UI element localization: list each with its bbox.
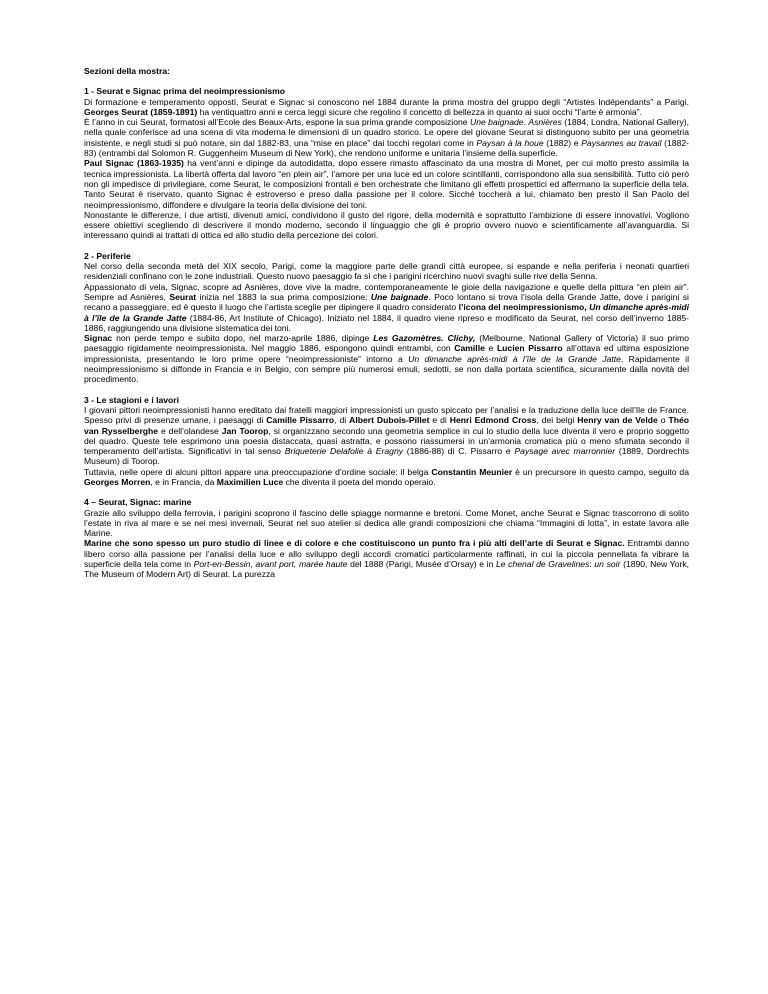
bold-text: Paul Signac (1863-1935) xyxy=(84,158,184,169)
paragraph xyxy=(84,538,689,579)
text-run: . xyxy=(523,117,529,128)
italic-text: Paysannes au travail xyxy=(581,137,662,148)
paragraph xyxy=(84,117,689,158)
text-run: (Melbourne, National Gallery of Victoria) il suo primo paesaggio rigidamente neoimpressionista. Nel maggio 1886, espongono quindi entrambi, con xyxy=(84,333,689,354)
bold-text: Jan Toorop xyxy=(221,425,269,436)
text-run: che diventa il poeta del mondo operaio. xyxy=(283,476,436,487)
section-title: 4 – Seurat, Signac: marine xyxy=(84,497,192,508)
bold-text: Maximilien Luce xyxy=(216,476,284,487)
section-1 xyxy=(84,86,689,240)
bold-text: Henri Edmond Cross xyxy=(449,415,537,426)
paragraph xyxy=(84,405,689,467)
text-run: Grazie allo sviluppo della ferrovia, i parigini scoprono il fascino delle spiagge normanne e bretoni. Come Monet, anche Seurat e Signac trascorrono di solito l’estate in riva al mare e se nei mesi invernali, Seurat nel suo atelier si dedica alle grandi composizioni che chiama “Immagini di lotta”, in estate lavora alle Marine. xyxy=(84,507,689,539)
paragraph xyxy=(84,333,689,384)
text-run: : xyxy=(589,559,595,570)
paragraph xyxy=(84,467,689,488)
text-run: Appassionato di vela, Signac, scopre ad Asnières, dove vive la madre, contemporaneamente le gioie della navigazione e quelle della pittura “en plein air”. Sempre ad Asnières, xyxy=(84,281,689,302)
italic-text: Port-en-Bessin, avant port, marée haute xyxy=(193,559,348,570)
text-run: Tuttavia, nelle opere di alcuni pittori appare una preoccupazione d’ordine sociale: il belga xyxy=(84,466,432,477)
text-run: (1890, New York, The Museum of Modern Art) di Seurat. La purezza xyxy=(84,559,690,580)
bold-text: Constantin Meunier xyxy=(431,466,513,477)
bold-italic-text: Les Gazomètres. Clichy, xyxy=(373,333,476,344)
text-run: ha ventiquattro anni e cerca leggi sicure che regolino il concetto di bellezza in quanto ai suoi occhi “l’arte è armonia”. xyxy=(197,106,642,117)
text-run: , dei belgi xyxy=(536,415,578,426)
bold-text: Lucien Pissarro xyxy=(496,343,563,354)
text-run: Nonostante le differenze, i due artisti, divenuti amici, condividono il gusto del rigore, della modernità e soprattutto l’ambizione di essere innovativi. Vogliono essere obiettivi scegliendo di descrivere il mondo moderno, secondo il linguaggio che gli è proprio ovvero nuovo e scientificamente all’avanguardia. Si interessano quindi ai trattati di ottica ed allo studio della percezione dei colori. xyxy=(84,209,689,241)
italic-text: Un dimanche après-midi à l’île de la Grande Jatte xyxy=(408,353,621,364)
section-title: 3 - Le stagioni e i lavori xyxy=(84,394,180,405)
paragraph xyxy=(84,210,689,241)
bold-italic-text: Une baignade xyxy=(370,291,429,302)
bold-text: Henry van de Velde xyxy=(577,415,658,426)
bold-text: Camille xyxy=(454,343,485,354)
section-title: 1 - Seurat e Signac prima del neoimpressionismo xyxy=(84,86,286,97)
document-page xyxy=(84,66,689,590)
text-run: (1882) e xyxy=(543,137,582,148)
text-run: È l’anno in cui Seurat, formatosi all’Ecole des Beaux-Arts, espone la sua prima grande composizione xyxy=(84,117,470,128)
section-2 xyxy=(84,251,689,385)
text-run: (1884-86, Art Institute of Chicago). Iniziato nel 1884, il quadro viene ripreso e modificato da Seurat, nel corso dell’inverno 1885-1886, raggiungendo una divisione sistematica dei toni. xyxy=(84,312,689,333)
paragraph xyxy=(84,158,689,209)
text-run: Entrambi danno libero corso alla passione per l’analisi della luce e allo sviluppo degli accordi cromatici particolarmente raffinati, in cui la piccola pennellata fa vibrare la superficie della tela come in xyxy=(84,538,690,570)
text-run: . Poco lontano si trova l’isola della Grande Jatte, dove i parigini si recano a passeggiare, ed è questo il luogo che l’artista sceglie per dipingere il quadro considerato xyxy=(84,291,689,313)
italic-text: Paysage avec marronnier xyxy=(514,446,616,457)
text-run: inizia nel 1883 la sua prima composizione: xyxy=(196,291,371,302)
document-heading: Sezioni della mostra: xyxy=(84,66,170,76)
bold-text: Marine che sono spesso un puro studio di linee e di colore e che costituiscono un punto fra i più alti dell’arte di Seurat e Signac. xyxy=(84,538,625,549)
bold-text: Théo van Rysselberghe xyxy=(84,415,689,436)
text-run: , si organizzano secondo una geometria semplice in cui lo studio della luce diventa il vero e proprio soggetto del quadro. Queste tele esprimono una poesia distaccata, quasi astratta, e possono riassumersi in un’armonia cromatica più o meno sfumata secondo il temperamento dell’artista. Significativi in tal senso xyxy=(84,425,689,457)
bold-text: Seurat xyxy=(169,291,197,302)
bold-text: l’icona del neoimpressionismo, xyxy=(458,302,590,313)
italic-text: Paysan à la houe xyxy=(476,137,544,148)
text-run: e xyxy=(484,343,497,354)
text-run: è un precursore in questo campo, seguito da xyxy=(512,466,689,477)
italic-text: Le chenal de Gravelines xyxy=(495,559,590,570)
text-run: o xyxy=(657,415,669,426)
paragraph xyxy=(84,508,689,539)
section-4 xyxy=(84,497,689,579)
text-run: (1882-83) (entrambi dal Solomon R. Guggenheim Museum di New York), che rendono uniforme e unitaria l’insieme della superficie. xyxy=(84,137,689,159)
text-run: (1884, Londra, National Gallery), nella quale conferisce ad una scena di vita moderna le dimensioni di un quadro storico. Le opere del giovane Seurat si distinguono subito per una geometria insistente, e negli studi si può notare, sin dal 1882-83, una “mise en place” dai tocchi regolari come in xyxy=(84,117,689,148)
italic-text: Une baignade xyxy=(469,117,524,128)
text-run: e di xyxy=(429,415,450,426)
italic-text: Briqueterie Delafolie à Eragny xyxy=(284,446,404,457)
bold-text: Georges Seurat (1859-1891) xyxy=(84,106,198,117)
text-run: e dell’olandese xyxy=(158,425,222,436)
bold-text: Camille Pissarro xyxy=(266,415,335,426)
text-run: Di formazione e temperamento opposti, Seurat e Signac si conoscono nel 1884 durante la prima mostra del gruppo degli “Artistes Indépendants” a Parigi. xyxy=(84,96,689,107)
paragraph xyxy=(84,282,689,333)
text-run: all’ottava ed ultima esposizione impressionista, presentando le loro prime opere “neoimpressioniste” intorno a xyxy=(84,343,689,364)
text-run: del 1888 (Parigi, Musée d’Orsay) e in xyxy=(347,559,496,570)
text-run: Nel corso della seconda metà del XIX secolo, Parigi, come la maggiore parte delle grandi città europee, si espande e nella periferia i neonati quartieri residenziali confinano con le zone industriali. Questo nuovo paesaggio fa sì che i parigini ricerchino nuovi svaghi sulle rive della Senna. xyxy=(84,261,689,282)
paragraph xyxy=(84,261,689,282)
text-run: (1889, Dordrechts Museum) di Toorop. xyxy=(84,446,690,467)
italic-text: Asnières xyxy=(528,117,562,128)
text-run: ha vent’anni e dipinge da autodidatta, dopo essere rimasto affascinato da una mostra di Monet, per cui molto presto assimila la tecnica impressionista. La libertà offerta dal lavoro “en plein air”, l’amore per una luce ed un colore scintillanti, corrispondono alla sua sensibilità. Tutto ciò però non gli impedisce di privilegiare, come Seurat, le composizioni frontali e ben orchestrate che limitano gli effetti prospettici ed affermano la superficie della tela. Tanto Seurat è riservato, quanto Signac è estroverso e preso dalla passione per il colore. Sicché toccherà a lui, chiamato ben presto il San Paolo del neoimpressionismo, diffondere e divulgare la teoria della divisione dei toni. xyxy=(84,158,690,210)
section-3 xyxy=(84,395,689,488)
text-run: non perde tempo e subito dopo, nel marzo-aprile 1886, dipinge xyxy=(112,333,374,344)
bold-text: Albert Dubois-Pillet xyxy=(349,415,430,426)
bold-italic-text: Un dimanche après-midi à l’île de la Grande Jatte xyxy=(84,302,689,323)
text-run: , di xyxy=(334,415,350,426)
text-run: I giovani pittori neoimpressionisti hanno ereditato dai fratelli maggiori impressionisti un gusto spiccato per l’analisi e la traduzione della luce dell’Ile de France. Spesso privi di presenze umane, i paesaggi di xyxy=(84,404,689,426)
bold-text: Signac xyxy=(84,333,113,344)
section-title: 2 - Periferie xyxy=(84,250,131,261)
text-run: (1886-88) di C. Pissarro e xyxy=(403,446,515,457)
bold-text: Georges Morren xyxy=(84,476,151,487)
text-run: . Rapidamente il neoimpressionismo si diffonde in Francia e in Belgio, con sempre più numerosi emuli, sedotti, se non dalla portata scientifica, sicuramente dalla novità del procedimento. xyxy=(84,353,689,385)
italic-text: un soir xyxy=(594,559,621,570)
text-run: , e in Francia, da xyxy=(150,476,217,487)
paragraph xyxy=(84,97,689,118)
